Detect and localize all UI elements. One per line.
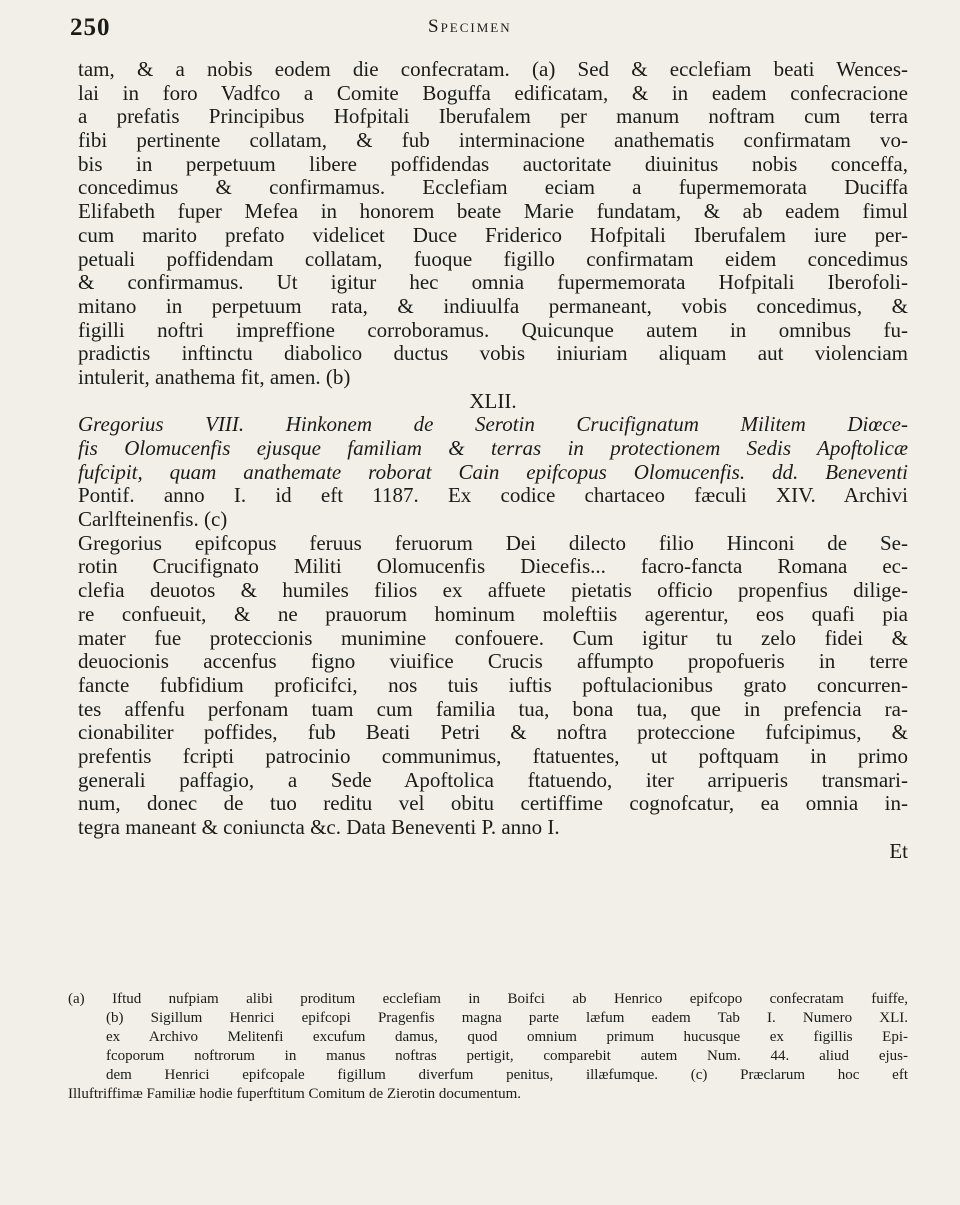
page-header <box>70 10 890 40</box>
catchword: Et <box>889 839 908 863</box>
text-line: mitano in perpetuum rata, & indiuulfa permaneant, vobis concedimus, & <box>78 294 908 318</box>
text-line: Gregorius epifcopus feruus feruorum Dei dilecto filio Hinconi de Se- <box>78 531 908 555</box>
text-line: petuali poffidendam collatam, fuoque figillo confirmatam eidem concedimus <box>78 247 908 271</box>
footnote-line: ex Archivo Melitenfi excufum damus, quod omnium primum hucusque ex figillis Epi- <box>106 1029 908 1045</box>
text-line: re confueuit, & ne prauorum hominum moleftiis agerentur, eos quafi pia <box>78 602 908 626</box>
text-line: tam, & a nobis eodem die confecratam. (a) Sed & ecclefiam beati Wences- <box>78 58 908 81</box>
footnote-line: dem Henrici epifcopale figillum diverfum penitus, illæfumque. (c) Præclarum hoc eft <box>106 1067 908 1083</box>
text-line: num, donec de tuo reditu vel obitu certiffime cognofcatur, ea omnia in- <box>78 792 908 816</box>
main-text <box>78 58 908 863</box>
page-number: 250 <box>70 14 111 41</box>
text-line: fibi pertinente collatam, & fub interminacione anathematis confirmatam vo- <box>78 129 908 153</box>
footnote-line: fcoporum noftrorum in manus noftras pertigit, comparebit autem Num. 44. aliud ejus- <box>106 1048 908 1064</box>
running-head: Specimen <box>428 16 512 37</box>
text-line: deuocionis accenfus figno viuifice Crucis affumpto propofueris in terre <box>78 650 908 674</box>
document-summary-line: Carlfteinenfis. (c) <box>78 508 228 532</box>
document-number: XLII. <box>469 389 517 413</box>
text-line: tegra maneant & coniuncta &c. Data Beneventi P. anno I. <box>78 816 560 839</box>
document-summary-line: Pontif. anno I. id eft 1187. Ex codice chartaceo fæculi XIV. Archivi <box>78 484 908 508</box>
text-line: fancte fubfidium proficifci, nos tuis iuftis poftulacionibus grato concurren- <box>78 673 908 697</box>
document-summary-line: Gregorius VIII. Hinkonem de Serotin Crucifignatum Militem Diœce- <box>78 413 908 437</box>
footnote-line: (a) Iftud nufpiam alibi proditum ecclefiam in Boifci ab Henrico epifcopo confecratam fuiffe, <box>68 991 908 1007</box>
text-line: rotin Crucifignato Militi Olomucenfis Diecefis... facro-fancta Romana ec- <box>78 555 908 579</box>
document-summary-line: fis Olomucenfis ejusque familiam & terras in protectionem Sedis Apoftolicæ <box>78 437 908 460</box>
text-line: & confirmamus. Ut igitur hec omnia fupermemorata Hofpitali Iberofoli- <box>78 271 908 295</box>
text-line: bis in perpetuum libere poffidendas auctoritate diuinitus nobis conceffa, <box>78 152 908 176</box>
text-line: cum marito prefato videlicet Duce Friderico Hofpitali Iberufalem iure per- <box>78 223 908 247</box>
footnotes <box>68 990 908 1104</box>
text-line: clefia deuotos & humiles filios ex affuete pietatis officio propenfius dilige- <box>78 579 908 603</box>
footnote-line: (b) Sigillum Henrici epifcopi Pragenfis magna parte læfum eadem Tab I. Numero XLI. <box>106 1010 908 1026</box>
text-line: prefentis fcripti patrocinio communimus, ftatuentes, ut poftquam in primo <box>78 744 908 768</box>
text-line: pradictis inftinctu diabolico ductus vobis iniuriam aliquam aut violenciam <box>78 342 908 366</box>
text-line: a prefatis Principibus Hofpitali Iberufalem per manum noftram cum terra <box>78 105 908 129</box>
footnote-line: Illuftriffimæ Familiæ hodie fuperftitum Comitum de Zierotin documentum. <box>68 1086 521 1102</box>
text-line: Elifabeth fuper Mefea in honorem beate Marie fundatam, & ab eadem fimul <box>78 200 908 224</box>
text-line: concedimus & confirmamus. Ecclefiam eciam a fupermemorata Duciffa <box>78 176 908 200</box>
text-line: tes affenfu perfonam tuam cum familia tua, bona tua, que in prefencia ra- <box>78 697 908 721</box>
text-line: mater fue proteccionis munimine confouere. Cum igitur tu zelo fidei & <box>78 626 908 650</box>
text-line: intulerit, anathema fit, amen. (b) <box>78 365 351 389</box>
document-summary-line: fufcipit, quam anathemate roborat Cain epifcopus Olomucenfis. dd. Beneventi <box>78 460 908 484</box>
text-line: cionabiliter poffides, fub Beati Petri & noftra proteccione fufcipimus, & <box>78 721 908 745</box>
text-line: figilli noftri impreffione corroboramus. Quicunque autem in omnibus fu- <box>78 318 908 342</box>
text-line: lai in foro Vadfco a Comite Boguffa edificatam, & in eadem confecracione <box>78 81 908 105</box>
text-line: generali paffagio, a Sede Apoftolica ftatuendo, iter arripueris transmari- <box>78 768 908 792</box>
